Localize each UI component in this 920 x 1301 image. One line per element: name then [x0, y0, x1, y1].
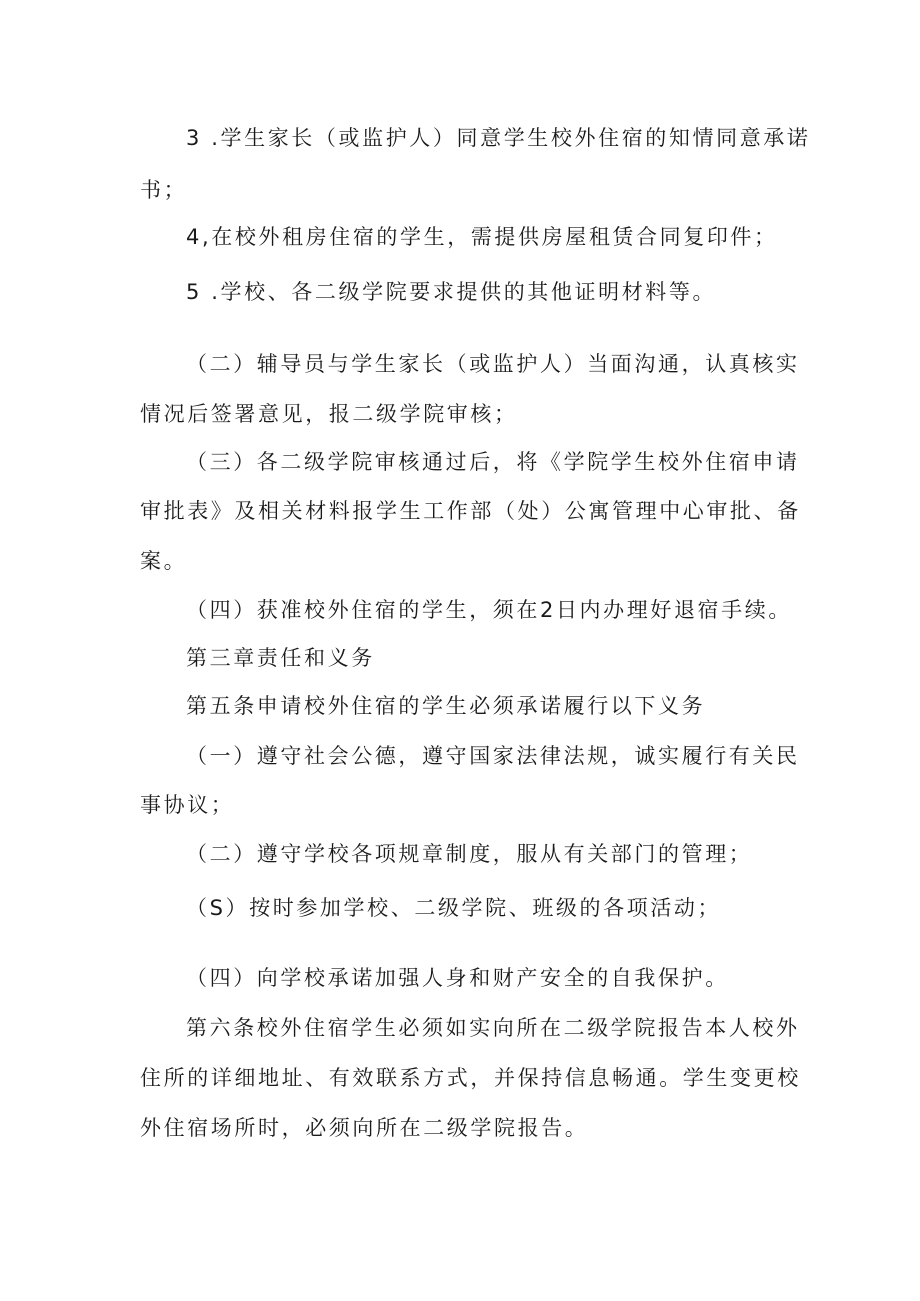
chapter-heading: 第三章责任和义务	[186, 646, 375, 670]
paragraph-11-line-1: （S）按时参加学校、二级学院、班级的各项活动；	[186, 896, 722, 920]
paragraph-4-line-1: （二）辅导员与学生家长（或监护人）当面沟通，认真核实	[186, 352, 800, 376]
paragraph-2-line-1: 4,在校外租房住宿的学生，需提供房屋租赁合同复印件；	[186, 225, 778, 249]
paragraph-10-line-1: （二）遵守学校各项规章制度，服从有关部门的管理；	[186, 842, 753, 866]
article-5-heading: 第五条申请校外住宿的学生必须承诺履行以下义务	[186, 694, 706, 718]
paragraph-9-line-2: 事协议；	[140, 793, 235, 817]
paragraph-12-line-1: （四）向学校承诺加强人身和财产安全的自我保护。	[186, 966, 729, 990]
paragraph-13-line-2: 住所的详细地址、有效联系方式，并保持信息畅通。学生变更校	[140, 1066, 801, 1090]
paragraph-1-line-1: 3 .学生家长（或监护人）同意学生校外住宿的知情同意承诺	[186, 126, 811, 150]
paragraph-13-line-3: 外住宿场所时，必须向所在二级学院报告。	[140, 1116, 589, 1140]
paragraph-4-line-2: 情况后签署意见，报二级学院审核；	[140, 402, 518, 426]
paragraph-9-line-1: （一）遵守社会公德，遵守国家法律法规，诚实履行有关民	[186, 744, 800, 768]
paragraph-5-line-2: 审批表》及相关材料报学生工作部（处）公寓管理中心审批、备	[140, 499, 801, 523]
paragraph-5-line-3: 案。	[140, 549, 188, 573]
paragraph-13-line-1: 第六条校外住宿学生必须如实向所在二级学院报告本人校外	[186, 1016, 800, 1040]
paragraph-6-line-1: （四）获准校外住宿的学生，须在2日内办理好退宿手续。	[186, 598, 792, 622]
paragraph-1-line-2: 书；	[140, 178, 188, 202]
paragraph-5-line-1: （三）各二级学院审核通过后，将《学院学生校外住宿申请	[186, 450, 800, 474]
paragraph-3-line-1: 5 .学校、各二级学院要求提供的其他证明材料等。	[186, 280, 717, 304]
